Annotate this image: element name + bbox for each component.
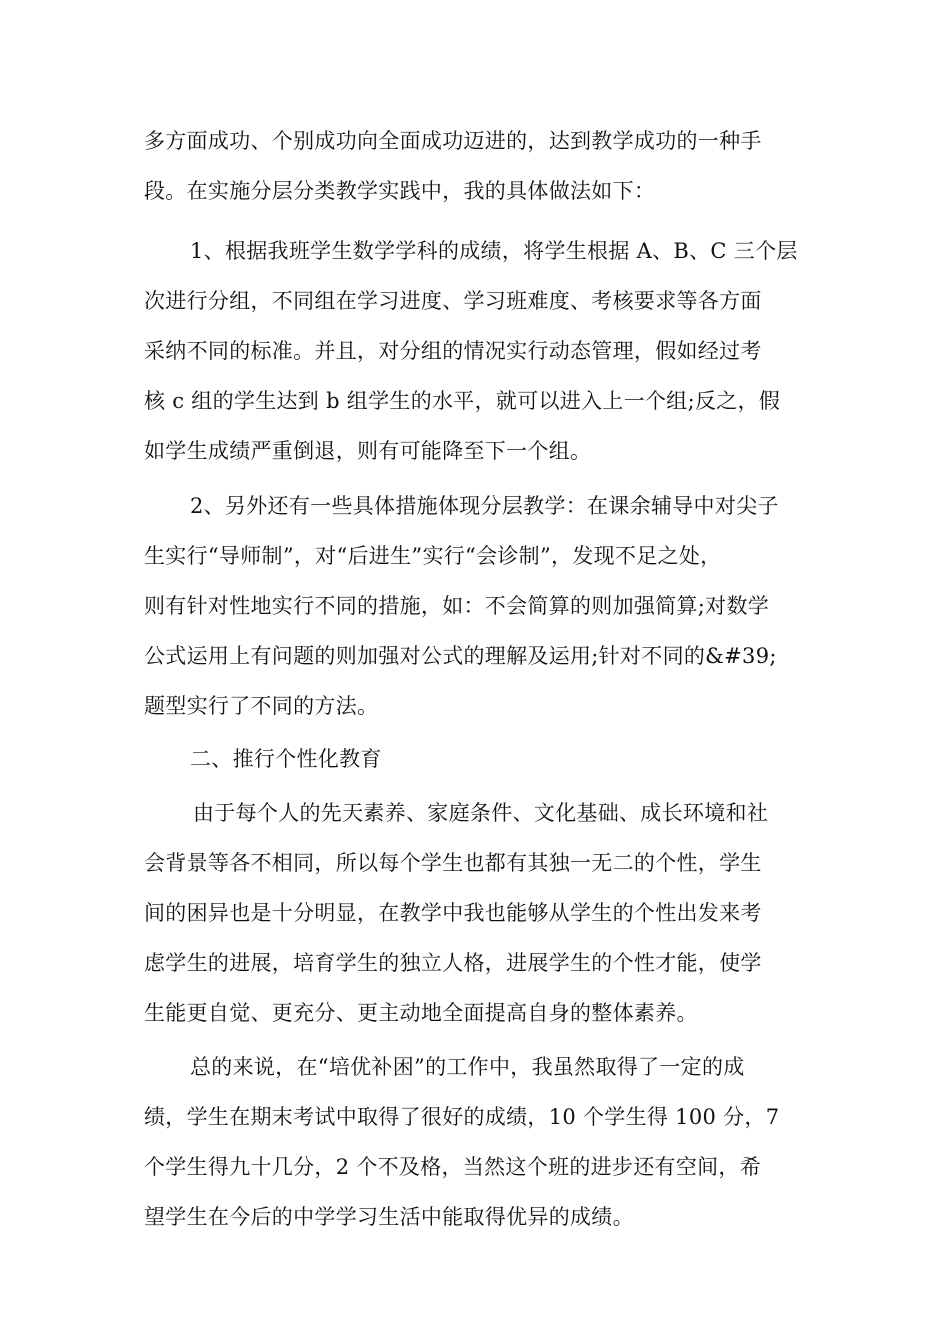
text-line: 题型实行了不同的方法。: [144, 694, 379, 718]
text-line: 总的来说，在“培优补困”的工作中，我虽然取得了一定的成: [190, 1055, 745, 1079]
text-line: 个学生得九十几分，2 个不及格，当然这个班的进步还有空间，希: [144, 1155, 762, 1179]
text-line: 绩，学生在期末考试中取得了很好的成绩，10 个学生得 100 分，7: [144, 1105, 780, 1129]
text-line: 虑学生的进展，培育学生的独立人格，进展学生的个性才能，使学: [144, 951, 762, 975]
text-line: 则有针对性地实行不同的措施，如：不会简算的则加强简算;对数学: [144, 594, 770, 618]
text-line: 次进行分组，不同组在学习进度、学习班难度、考核要求等各方面: [144, 289, 762, 313]
text-line: 采纳不同的标准。并且，对分组的情况实行动态管理，假如经过考: [144, 339, 762, 363]
text-line: 会背景等各不相同，所以每个学生也都有其独一无二的个性，学生: [144, 851, 762, 875]
section-heading: 二、推行个性化教育: [190, 747, 382, 771]
text-line: 核 c 组的学生达到 b 组学生的水平，就可以进入上一个组;反之，假: [144, 389, 781, 413]
text-line: 公式运用上有问题的则加强对公式的理解及运用;针对不同的&#39;: [144, 644, 777, 668]
text-line: 望学生在今后的中学学习生活中能取得优异的成绩。: [144, 1205, 634, 1229]
text-line: 如学生成绩严重倒退，则有可能降至下一个组。: [144, 439, 592, 463]
text-line: 1、根据我班学生数学学科的成绩，将学生根据 A、B、C 三个层: [190, 239, 798, 263]
text-line: 生实行“导师制”，对“后进生”实行“会诊制”，发现不足之处，: [144, 544, 722, 568]
text-line: 段。在实施分层分类教学实践中，我的具体做法如下：: [144, 179, 656, 203]
text-line: 多方面成功、个别成功向全面成功迈进的，达到教学成功的一种手: [144, 129, 762, 153]
text-line: 间的困异也是十分明显，在教学中我也能够从学生的个性出发来考: [144, 901, 762, 925]
text-line: 2、另外还有一些具体措施体现分层教学：在课余辅导中对尖子: [190, 494, 779, 518]
text-line: 生能更自觉、更充分、更主动地全面提高自身的整体素养。: [144, 1001, 698, 1025]
text-line: 由于每个人的先天素养、家庭条件、文化基础、成长环境和社: [193, 801, 769, 825]
